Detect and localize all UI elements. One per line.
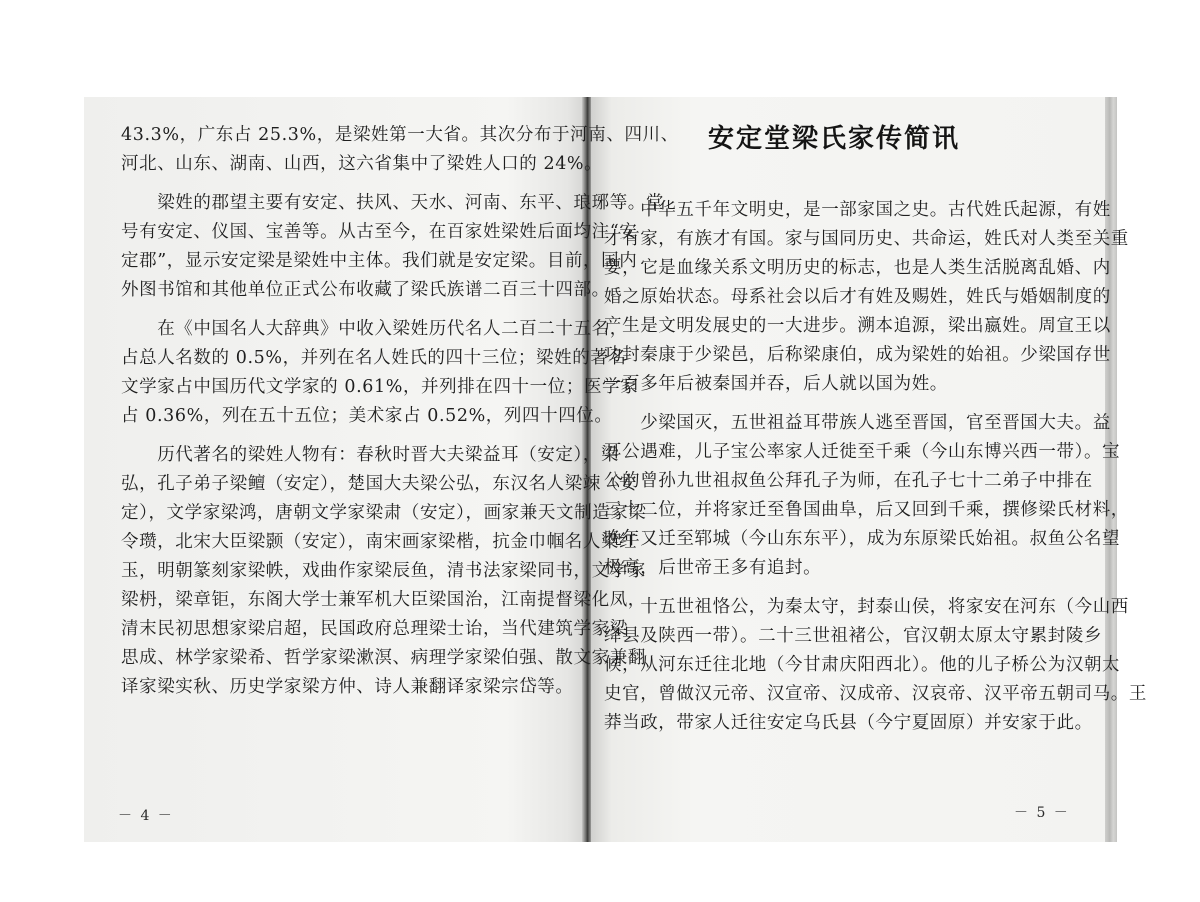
text-line: 史官，曾做汉元帝、汉宣帝、汉成帝、汉哀帝、汉平帝五朝司马。王 <box>604 684 1147 704</box>
paragraph <box>121 121 679 179</box>
text-line: 在《中国名人大辞典》中收入梁姓历代名人二百二十五名， <box>121 319 628 339</box>
text-line: 功封秦康于少梁邑，后称梁康伯，成为梁姓的始祖。少梁国存世 <box>604 345 1111 365</box>
text-line: 晚年又迁至郓城（今山东东平），成为东原梁氏始祖。叔鱼公名望 <box>604 529 1121 549</box>
text-line: 极高，后世帝王多有追封。 <box>604 558 822 578</box>
text-line: 外图书馆和其他单位正式公布收藏了梁氏族谱二百三十四部。 <box>121 280 610 300</box>
text-line: 耳公遇难，儿子宝公率家人迁徙至千乘（今山东博兴西一带）。宝 <box>604 442 1121 462</box>
paragraph <box>604 409 1147 583</box>
paragraph <box>604 196 1147 399</box>
text-line: 公的曾孙九世祖叔鱼公拜孔子为师，在孔子七十二弟子中排在 <box>604 471 1093 491</box>
page-number: － 5 － <box>1014 805 1070 821</box>
text-line: 少梁国灭，五世祖益耳带族人逃至晋国，官至晋国大夫。益 <box>604 413 1111 433</box>
text-line: 思成、林学家梁希、哲学家梁漱溟、病理学家梁伯强、散文家兼翻 <box>121 648 646 668</box>
text-line: 婚之原始状态。母系社会以后才有姓及赐姓，姓氏与婚姻制度的 <box>604 287 1111 307</box>
text-line: 绛县及陕西一带）。二十三世祖褚公，官汉朝太原太守累封陵乡 <box>604 626 1103 646</box>
text-line: 中华五千年文明史，是一部家国之史。古代姓氏起源，有姓 <box>604 200 1111 220</box>
page-title: 安定堂梁氏家传简讯 <box>708 124 961 154</box>
text-line: 玉，明朝篆刻家梁帙，戏曲作家梁辰鱼，清书法家梁同书，文学家 <box>121 561 646 581</box>
text-line: 十五世祖恪公，为秦太守，封泰山侯，将家安在河东（今山西 <box>604 597 1129 617</box>
text-line: 梁姓的郡望主要有安定、扶风、天水、河南、东平、琅琊等。堂 <box>121 193 664 213</box>
paragraph <box>604 593 1147 738</box>
paragraph <box>121 441 679 702</box>
text-line: 产生是文明发展史的一大进步。溯本追源，梁出嬴姓。周宣王以 <box>604 316 1111 336</box>
text-line: 梁枬，梁章钜，东阁大学士兼军机大臣梁国治，江南提督梁化凤， <box>121 590 646 610</box>
text-line: 三十二位，并将家迁至鲁国曲阜，后又回到千乘，撰修梁氏材料， <box>604 500 1129 520</box>
text-line: 43.3%，广东占 25.3%，是梁姓第一大省。其次分布于河南、四川、 <box>121 125 679 145</box>
text-line: 译家梁实秋、历史学家梁方仲、诗人兼翻译家梁宗岱等。 <box>121 677 574 697</box>
text-line: 定郡”，显示安定梁是梁姓中主体。我们就是安定梁。目前，国内 <box>121 251 638 271</box>
page-number: － 4 － <box>118 808 174 824</box>
text-line: 才有家，有族才有国。家与国同历史、共命运，姓氏对人类至关重 <box>604 229 1129 249</box>
text-line: 占总人名数的 0.5%，并列在名人姓氏的四十三位；梁姓的著名 <box>121 348 627 368</box>
text-line: 莽当政，带家人迁往安定乌氏县（今宁夏固原）并安家于此。 <box>604 713 1093 733</box>
text-line: 定），文学家梁鸿，唐朝文学家梁肃（安定），画家兼天文制造家梁 <box>121 503 647 523</box>
text-line: 历代著名的梁姓人物有：春秋时晋大夫梁益耳（安定），梁 <box>121 445 620 465</box>
right-page-body <box>604 196 1147 738</box>
paragraph <box>121 189 679 305</box>
text-line: 候，从河东迁往北地（今甘肃庆阳西北）。他的儿子桥公为汉朝太 <box>604 655 1121 675</box>
text-line: 一百多年后被秦国并吞，后人就以国为姓。 <box>604 374 948 394</box>
text-line: 号有安定、仪国、宝善等。从古至今，在百家姓梁姓后面均注“安 <box>121 222 638 242</box>
paragraph <box>121 315 679 431</box>
text-line: 占 0.36%，列在五十五位；美术家占 0.52%，列四十四位。 <box>121 406 613 426</box>
text-line: 弘，孔子弟子梁鳣（安定），楚国大夫梁公弘，东汉名人梁竦（安 <box>121 474 638 494</box>
text-line: 令瓒，北宋大臣梁颢（安定），南宋画家梁楷，抗金巾帼名人梁红 <box>121 532 638 552</box>
text-line: 清末民初思想家梁启超，民国政府总理梁士诒，当代建筑学家梁 <box>121 619 628 639</box>
left-page-body <box>121 121 679 702</box>
text-line: 文学家占中国历代文学家的 0.61%，并列排在四十一位；医学家 <box>121 377 639 397</box>
text-line: 河北、山东、湖南、山西，这六省集中了梁姓人口的 24%。 <box>121 154 603 174</box>
text-line: 要，它是血缘关系文明历史的标志，也是人类生活脱离乱婚、内 <box>604 258 1111 278</box>
